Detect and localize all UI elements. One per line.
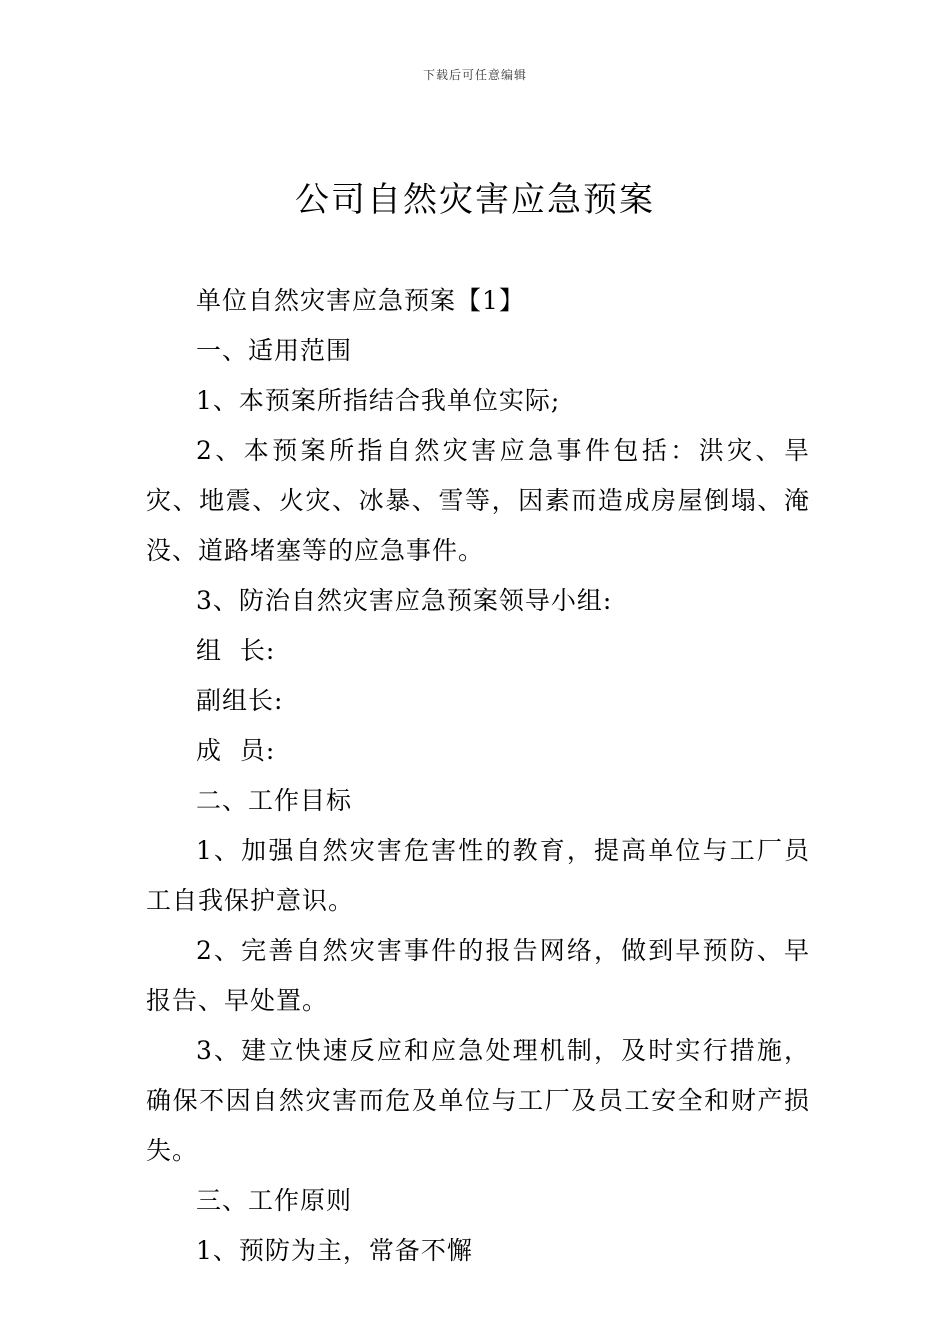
- paragraph-goal-1: 1、加强自然灾害危害性的教育，提高单位与工厂员工自我保护意识。: [146, 836, 810, 915]
- document-title: 公司自然灾害应急预案: [295, 180, 655, 220]
- paragraph-goal-3: 3、建立快速反应和应急处理机制，及时实行措施，确保不因自然灾害而危及单位与工厂及员工安全和财产损失。: [146, 1036, 810, 1165]
- paragraph-goal-2: 2、完善自然灾害事件的报告网络，做到早预防、早报告、早处置。: [146, 936, 810, 1015]
- header-note: 下载后可任意编辑: [422, 68, 527, 82]
- paragraph-leader: 组 长:: [196, 636, 276, 665]
- paragraph-deputy-leader: 副组长:: [196, 686, 284, 715]
- paragraph-scope-2: 2、本预案所指自然灾害应急事件包括：洪灾、旱灾、地震、火灾、冰暴、雪等，因素而造成房屋倒塌、淹没、道路堵塞等的应急事件。: [146, 436, 810, 565]
- paragraph-plan-heading: 单位自然灾害应急预案【1】: [196, 286, 525, 315]
- paragraph-principle-1: 1、预防为主，常备不懈: [196, 1236, 473, 1265]
- section-heading-scope: 一、适用范围: [196, 336, 353, 365]
- paragraph-scope-3: 3、防治自然灾害应急预案领导小组:: [196, 586, 613, 615]
- document-body: [146, 276, 810, 1276]
- section-heading-goals: 二、工作目标: [196, 786, 353, 815]
- paragraph-scope-1: 1、本预案所指结合我单位实际;: [196, 386, 561, 415]
- section-heading-principles: 三、工作原则: [196, 1186, 353, 1215]
- paragraph-members: 成 员:: [196, 736, 276, 765]
